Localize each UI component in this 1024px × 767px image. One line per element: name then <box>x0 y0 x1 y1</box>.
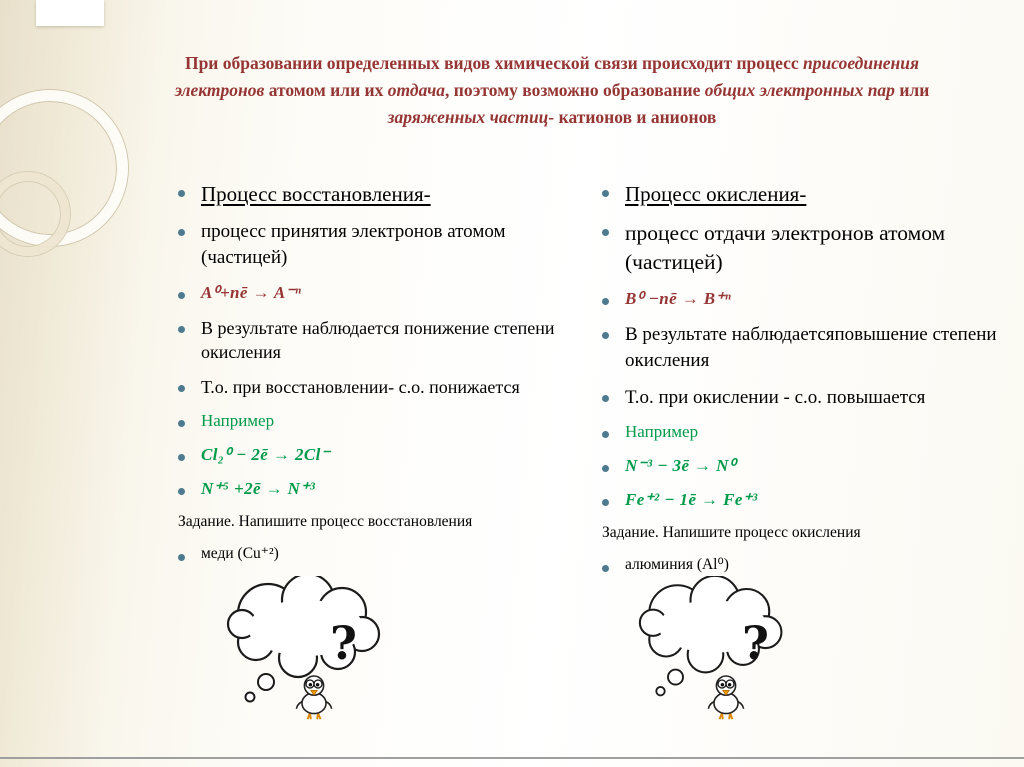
list-item <box>178 410 578 433</box>
example-label: Например <box>625 422 699 442</box>
title-segment-italic: заряженных частиц- <box>387 107 555 128</box>
reduction-column <box>178 180 578 576</box>
bullet-icon <box>178 190 185 197</box>
list-item <box>178 282 578 305</box>
list-item <box>602 385 997 411</box>
bullet-icon <box>178 554 185 561</box>
reduction-definition: процесс принятия электронов атомом (частицей) <box>201 221 506 268</box>
title-segment: , поэтому возможно образование <box>445 80 705 101</box>
bullet-icon <box>178 454 185 461</box>
bullet-icon <box>178 488 185 495</box>
bullet-icon <box>602 395 609 402</box>
reduction-task-substance: меди (Cu⁺²) <box>201 545 279 563</box>
title-segment-italic: общих электронных пар <box>704 80 895 101</box>
list-item <box>602 489 997 512</box>
list-item <box>178 375 578 399</box>
bullet-icon <box>602 431 609 438</box>
question-mark: ? <box>742 616 769 670</box>
oxidation-example-nitrogen: N⁻³ − 3ē → N⁰ <box>625 456 736 476</box>
oxidation-definition: процесс отдачи электронов атомом (частицей) <box>625 221 946 275</box>
reduction-oxidation-state-note: Т.о. при восстановлении- с.о. понижается <box>201 377 520 398</box>
bullet-icon <box>178 420 185 427</box>
list-item <box>178 316 578 365</box>
bullet-icon <box>178 385 185 392</box>
oxidation-task-text: Задание. Напишите процесс окисления <box>602 524 861 542</box>
reduction-general-formula: A⁰+nē → A⁻ⁿ <box>201 282 302 302</box>
task-line <box>602 523 997 544</box>
list-item <box>178 180 578 208</box>
oxidation-example-iron: Fe⁺² − 1ē → Fe⁺³ <box>625 490 758 510</box>
list-item <box>602 421 997 444</box>
task-line <box>178 512 578 533</box>
title-segment: или <box>894 80 930 101</box>
reduction-heading: Процесс восстановления- <box>201 182 431 206</box>
list-item <box>178 478 578 501</box>
thought-bubble-right <box>638 576 833 731</box>
list-item <box>602 288 997 311</box>
bullet-icon <box>602 332 609 339</box>
list-item <box>602 455 997 478</box>
title-segment-italic: отдача <box>387 80 446 101</box>
oxidation-task-substance: алюминия (Al⁰) <box>625 555 729 573</box>
reduction-result-note: В результате наблюдается понижение степени окисления <box>201 317 555 362</box>
slide-title <box>140 50 964 131</box>
oxidation-result-note: В результате наблюдаетсяповышение степени окисления <box>625 324 997 371</box>
thinking-bird-cartoon <box>290 670 338 722</box>
list-item <box>602 555 997 576</box>
example-label: Например <box>201 411 275 431</box>
list-item <box>178 544 578 565</box>
bullet-icon <box>602 499 609 506</box>
corner-decoration <box>36 0 104 26</box>
list-item <box>602 180 997 208</box>
reduction-task-text: Задание. Напишите процесс восстановления <box>178 513 473 531</box>
bullet-icon <box>178 292 185 299</box>
bottom-border-line <box>0 757 1024 759</box>
thought-bubble-left <box>226 576 421 731</box>
thinking-bird-cartoon <box>702 670 750 722</box>
oxidation-heading: Процесс окисления- <box>625 182 807 206</box>
bullet-icon <box>602 465 609 472</box>
bullet-icon <box>602 229 609 236</box>
reduction-example-chlorine: Cl₂⁰ − 2ē → 2Cl⁻ <box>201 445 331 465</box>
title-segment-italic: присоединения электронов <box>174 53 920 101</box>
bullet-icon <box>602 190 609 197</box>
oxidation-general-formula: B⁰ −nē → B⁺ⁿ <box>625 289 732 309</box>
title-segment: При образовании определенных видов химической связи происходит процесс <box>184 53 804 73</box>
bullet-icon <box>602 565 609 572</box>
bullet-icon <box>178 229 185 236</box>
list-item <box>602 322 997 373</box>
question-mark: ? <box>330 616 357 670</box>
list-item <box>602 219 997 277</box>
title-segment: атомом или их <box>264 80 388 101</box>
oxidation-column <box>602 180 997 587</box>
reduction-example-nitrogen: N⁺⁵ +2ē → N⁺³ <box>201 479 316 499</box>
list-item <box>178 444 578 467</box>
bullet-icon <box>178 326 185 333</box>
title-segment: катионов и анионов <box>554 107 717 128</box>
list-item <box>178 219 578 270</box>
oxidation-oxidation-state-note: Т.о. при окислении - с.о. повышается <box>625 386 926 408</box>
bullet-icon <box>602 298 609 305</box>
